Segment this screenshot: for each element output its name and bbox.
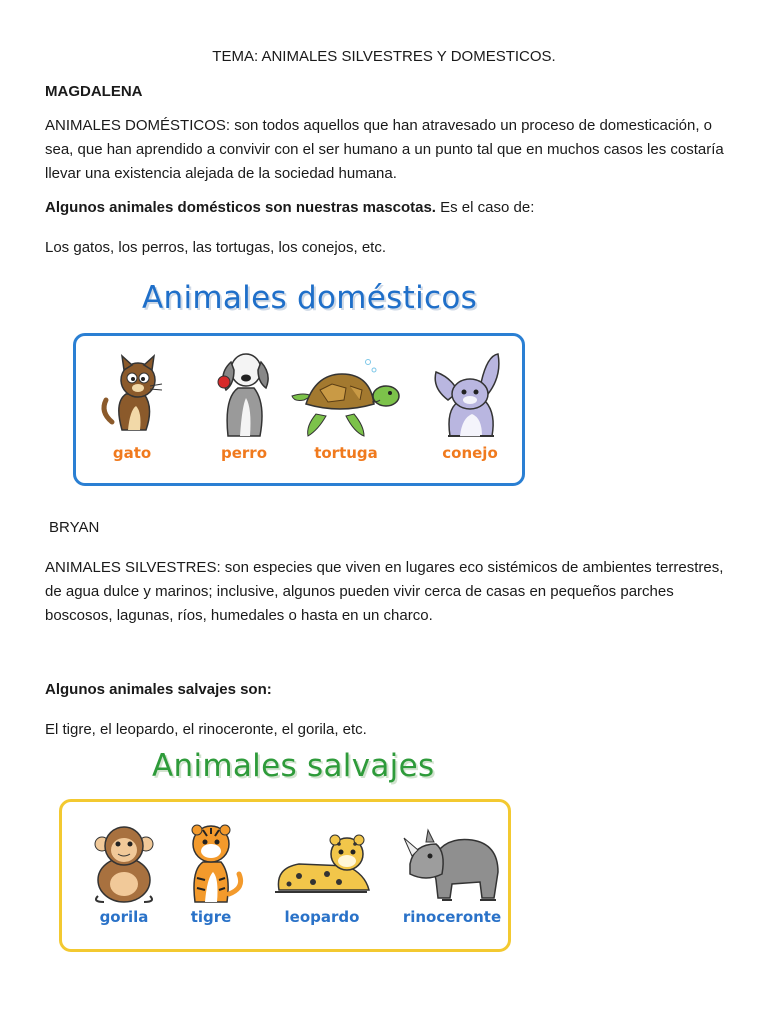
domestic-figure-box — [73, 333, 525, 486]
monkey-icon — [84, 820, 164, 904]
pets-bold-text: Algunos animales domésticos son nuestras mascotas. — [45, 199, 436, 216]
cat-icon — [92, 352, 172, 440]
animal-gorila — [74, 820, 174, 926]
wild-figure-box — [59, 799, 511, 952]
leopard-icon — [269, 828, 375, 904]
label-leopardo: leopardo — [284, 908, 360, 926]
label-conejo: conejo — [442, 444, 498, 462]
domestic-figure-title: Animales domésticos — [142, 280, 478, 316]
animal-gato — [82, 352, 182, 462]
label-perro: perro — [220, 444, 267, 462]
pets-sentence — [45, 196, 534, 220]
dog-icon — [204, 348, 284, 440]
author-magdalena: MAGDALENA — [45, 83, 143, 100]
label-gorila: gorila — [99, 908, 149, 926]
animal-conejo — [420, 348, 520, 462]
domestic-examples: Los gatos, los perros, las tortugas, los conejos, etc. — [45, 239, 387, 256]
wild-examples: El tigre, el leopardo, el rinoceronte, el gorila, etc. — [45, 721, 367, 738]
label-tigre: tigre — [190, 908, 232, 926]
turtle-icon — [290, 356, 402, 440]
animal-tigre — [166, 818, 256, 926]
animal-rinoceronte — [394, 822, 510, 926]
document-title: TEMA: ANIMALES SILVESTRES Y DOMESTICOS. — [212, 48, 556, 65]
wild-figure-title: Animales salvajes — [152, 748, 435, 784]
label-tortuga: tortuga — [314, 444, 378, 462]
rabbit-icon — [430, 348, 510, 440]
tiger-icon — [173, 818, 249, 904]
wild-paragraph: ANIMALES SILVESTRES: son especies que viven en lugares eco sistémicos de ambientes terrestres, de agua dulce y marinos; inclusive, algunos pueden vivir cerca de casas en pequeños parches boscosos, lagunas, ríos, humedales o hasta en un charco. — [45, 559, 724, 624]
animal-perro — [194, 348, 294, 462]
animal-tortuga — [288, 356, 404, 462]
domestic-paragraph: ANIMALES DOMÉSTICOS: son todos aquellos que han atravesado un proceso de domesticación, o sea, que han aprendido a convivir con el ser humano a un punto tal que en muchos casos les costaría llevar una existencia alejada de la sociedad humana. — [45, 117, 724, 182]
label-rinoceronte: rinoceronte — [402, 908, 502, 926]
author-bryan: BRYAN — [49, 519, 100, 536]
pets-rest-text: Es el caso de: — [435, 199, 535, 216]
wild-heading: Algunos animales salvajes son: — [45, 681, 272, 698]
label-gato: gato — [112, 444, 152, 462]
animal-leopardo — [266, 828, 378, 926]
rhino-icon — [402, 822, 502, 904]
